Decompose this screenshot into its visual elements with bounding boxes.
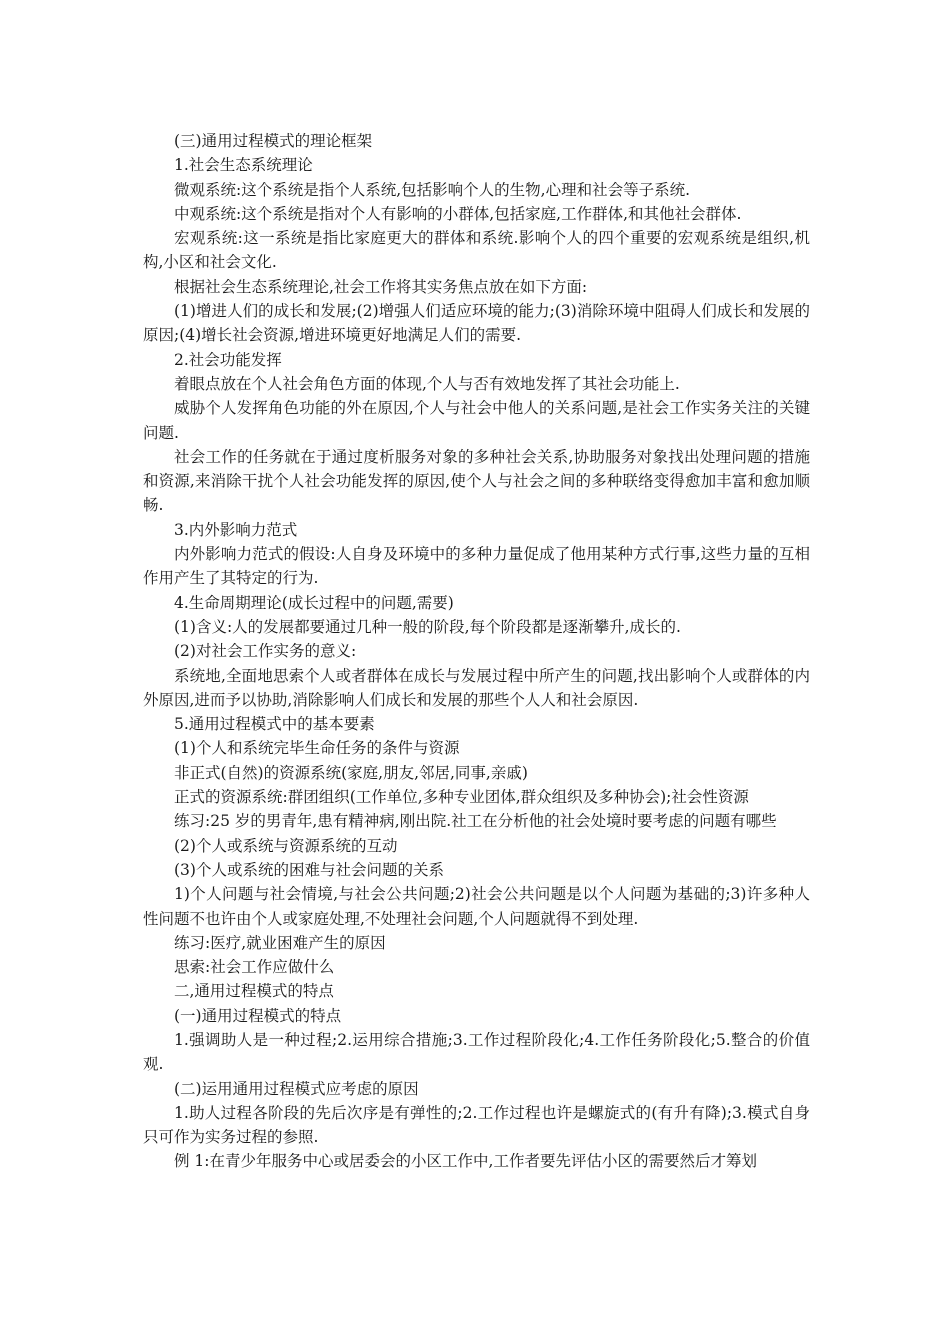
paragraph: 1.社会生态系统理论	[174, 156, 313, 175]
paragraph: 宏观系统:这一系统是指比家庭更大的群体和系统.影响个人的四个重要的宏观系统是组织,机构,小区和社会文化.	[143, 229, 810, 272]
paragraph: (3)个人或系统的困难与社会问题的关系	[174, 860, 444, 879]
paragraph: 微观系统:这个系统是指个人系统,包括影响个人的生物,心理和社会等子系统.	[174, 180, 691, 199]
paragraph: 1.助人过程各阶段的先后次序是有弹性的;2.工作过程也许是螺旋式的(有升有降);3.模式自身只可作为实务过程的参照.	[143, 1103, 810, 1147]
paragraph: 非正式(自然)的资源系统(家庭,朋友,邻居,同事,亲戚)	[174, 763, 528, 782]
paragraph: (1)含义:人的发展都要通过几种一般的阶段,每个阶段都是逐渐攀升,成长的.	[174, 617, 681, 636]
paragraph: 根据社会生态系统理论,社会工作将其实务焦点放在如下方面:	[174, 277, 588, 296]
paragraph: 内外影响力范式的假设:人自身及环境中的多种力量促成了他用某种方式行事,这些力量的互相作用产生了其特定的行为.	[143, 545, 810, 588]
paragraph: (二)运用通用过程模式应考虑的原因	[174, 1079, 419, 1098]
paragraph: 系统地,全面地思索个人或者群体在成长与发展过程中所产生的问题,找出影响个人或群体的内外原因,进而予以协助,消除影响人们成长和发展的那些个人人和社会原因.	[143, 666, 810, 709]
paragraph: 3.内外影响力范式	[174, 520, 298, 539]
paragraph: 着眼点放在个人社会角色方面的体现,个人与否有效地发挥了其社会功能上.	[174, 374, 680, 393]
paragraph: 5.通用过程模式中的基本要素	[174, 715, 375, 734]
paragraph: (2)对社会工作实务的意义:	[174, 642, 357, 661]
paragraph: 社会工作的任务就在于通过度析服务对象的多种社会关系,协助服务对象找出处理问题的措施和资源,来消除干扰个人社会功能发挥的原因,使个人与社会之间的多种联络变得愈加丰富和愈加顺畅.	[143, 447, 810, 515]
paragraph: (一)通用过程模式的特点	[174, 1006, 342, 1025]
paragraph: 正式的资源系统:群团组织(工作单位,多种专业团体,群众组织及多种协会);社会性资源	[174, 788, 749, 807]
paragraph: 威胁个人发挥角色功能的外在原因,个人与社会中他人的关系问题,是社会工作实务关注的关键问题.	[143, 399, 810, 442]
paragraph: 中观系统:这个系统是指对个人有影响的小群体,包括家庭,工作群体,和其他社会群体.	[174, 204, 742, 223]
paragraph: (1)个人和系统完毕生命任务的条件与资源	[174, 739, 460, 758]
paragraph: 二,通用过程模式的特点	[174, 982, 334, 1001]
paragraph: 4.生命周期理论(成长过程中的问题,需要)	[174, 593, 454, 612]
document-page	[143, 129, 810, 1174]
paragraph: 练习:医疗,就业困难产生的原因	[174, 933, 386, 952]
paragraph: (1)增进人们的成长和发展;(2)增强人们适应环境的能力;(3)消除环境中阻碍人们成长和发展的原因;(4)增长社会资源,增进环境更好地满足人们的需要.	[143, 302, 810, 345]
paragraph: (2)个人或系统与资源系统的互动	[174, 836, 398, 855]
paragraph: 思索:社会工作应做什么	[174, 958, 335, 977]
paragraph: 1.强调助人是一种过程;2.运用综合措施;3.工作过程阶段化;4.工作任务阶段化;5.整合的价值观.	[143, 1030, 810, 1074]
paragraph: 1)个人问题与社会情境,与社会公共问题;2)社会公共问题是以个人问题为基础的;3)许多种人性问题不也许由个人或家庭处理,不处理社会问题,个人问题就得不到处理.	[143, 885, 810, 928]
paragraph: (三)通用过程模式的理论框架	[174, 132, 373, 150]
paragraph: 2.社会功能发挥	[174, 350, 282, 369]
paragraph: 练习:25 岁的男青年,患有精神病,刚出院.社工在分析他的社会处境时要考虑的问题有哪些	[174, 812, 777, 831]
paragraph: 例 1:在青少年服务中心或居委会的小区工作中,工作者要先评估小区的需要然后才筹划	[174, 1152, 757, 1171]
